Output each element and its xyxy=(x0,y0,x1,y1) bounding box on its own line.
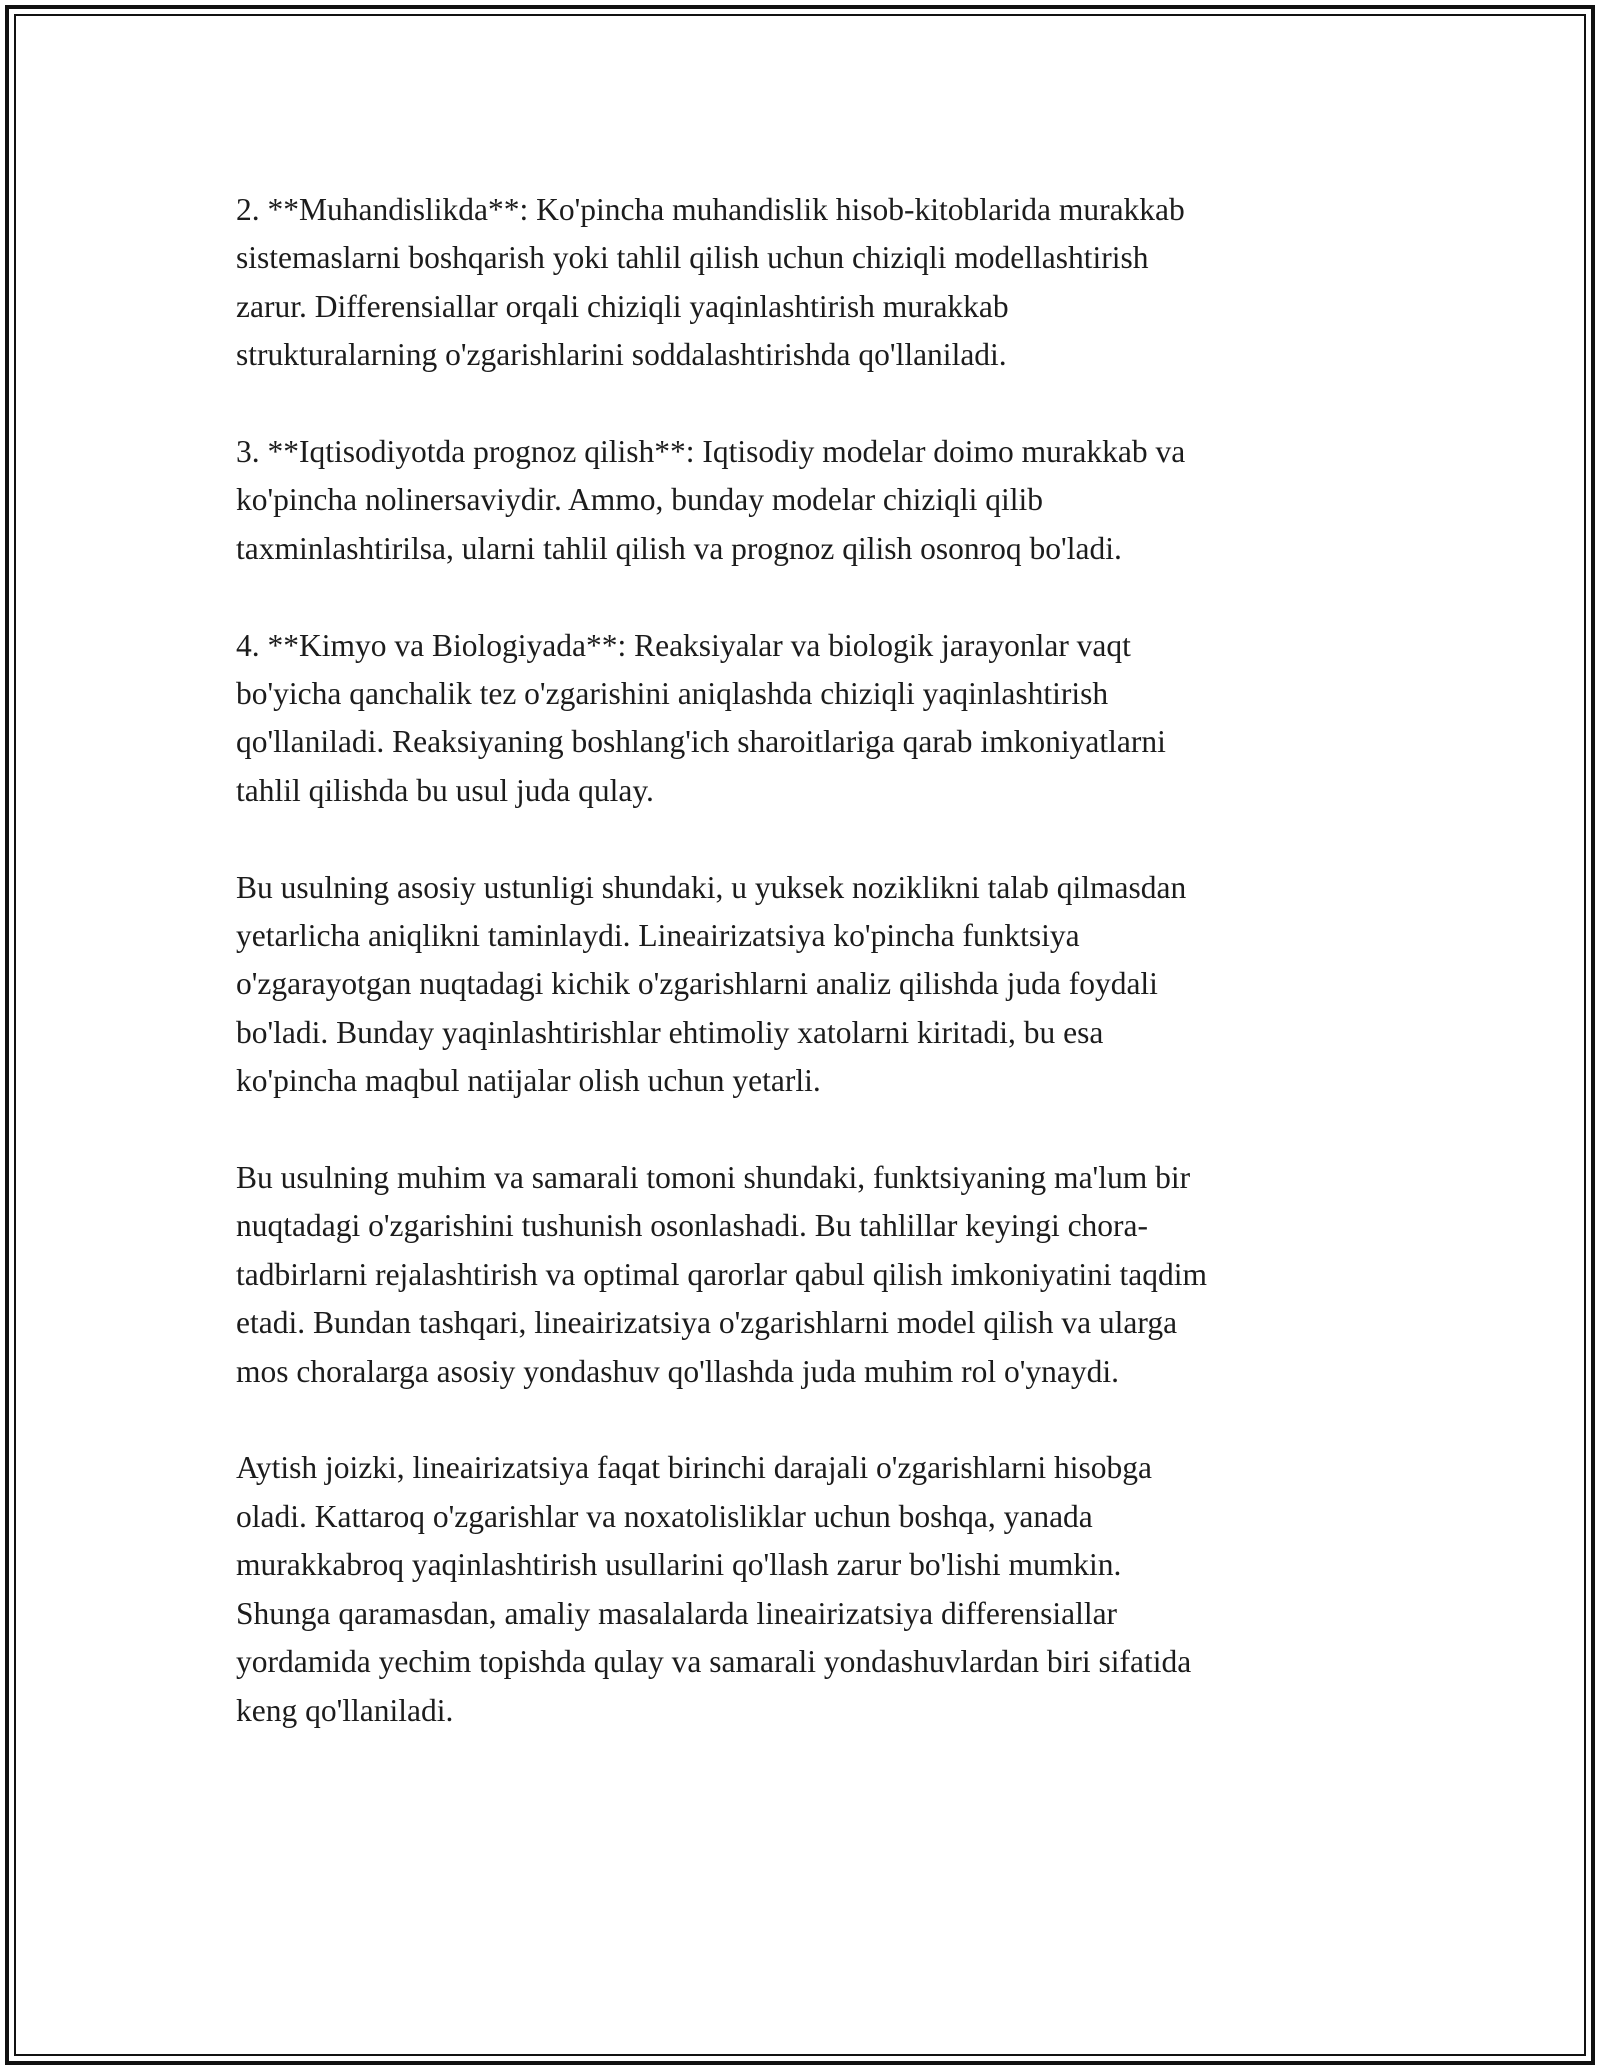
text-line: strukturalarning o'zgarishlarini soddalashtirishda qo'llaniladi. xyxy=(236,337,1007,373)
text-line: mos choralarga asosiy yondashuv qo'llashda juda muhim rol o'ynaydi. xyxy=(236,1353,1119,1389)
paragraph-conclusion xyxy=(236,1444,1386,1734)
text-line: oladi. Kattaroq o'zgarishlar va noxatolisliklar uchun boshqa, yanada xyxy=(236,1498,1093,1534)
text-line: bo'yicha qanchalik tez o'zgarishini aniqlashda chiziqli yaqinlashtirish xyxy=(236,676,1109,712)
text-line: sistemaslarni boshqarish yoki tahlil qilish uchun chiziqli modellashtirish xyxy=(236,240,1149,276)
paragraph-advantage xyxy=(236,864,1386,1106)
text-line: tadbirlarni rejalashtirish va optimal qarorlar qabul qilish imkoniyatini taqdim xyxy=(236,1256,1208,1292)
paragraph-importance xyxy=(236,1154,1386,1396)
text-line: zarur. Differensiallar orqali chiziqli yaqinlashtirish murakkab xyxy=(236,288,1009,324)
text-line: ko'pincha nolinersaviydir. Ammo, bunday modelar chiziqli qilib xyxy=(236,482,1044,518)
text-line: Aytish joizki, lineairizatsiya faqat birinchi darajali o'zgarishlarni hisobga xyxy=(236,1450,1152,1486)
text-line: ko'pincha maqbul natijalar olish uchun yetarli. xyxy=(236,1063,821,1099)
text-line: taxminlashtirilsa, ularni tahlil qilish va prognoz qilish osonroq bo'ladi. xyxy=(236,530,1122,566)
text-line: keng qo'llaniladi. xyxy=(236,1692,454,1728)
paragraph-engineering xyxy=(236,186,1386,380)
text-line: tahlil qilishda bu usul juda qulay. xyxy=(236,772,654,808)
text-line: o'zgarayotgan nuqtadagi kichik o'zgarishlarni analiz qilishda juda foydali xyxy=(236,966,1158,1002)
text-line: etadi. Bundan tashqari, lineairizatsiya o'zgarishlarni model qilish va ularga xyxy=(236,1305,1178,1341)
text-line: 3. **Iqtisodiyotda prognoz qilish**: Iqtisodiy modelar doimo murakkab va xyxy=(236,434,1186,470)
paragraph-chemistry-biology xyxy=(236,622,1386,816)
text-line: Shunga qaramasdan, amaliy masalalarda lineairizatsiya differensiallar xyxy=(236,1595,1118,1631)
text-line: 4. **Kimyo va Biologiyada**: Reaksiyalar va biologik jarayonlar vaqt xyxy=(236,627,1131,663)
text-line: murakkabroq yaqinlashtirish usullarini qo'llash zarur bo'lishi mumkin. xyxy=(236,1547,1122,1583)
paragraph-economics xyxy=(236,428,1386,573)
text-line: bo'ladi. Bunday yaqinlashtirishlar ehtimoliy xatolarni kiritadi, bu esa xyxy=(236,1014,1104,1050)
text-line: yetarlicha aniqlikni taminlaydi. Lineairizatsiya ko'pincha funktsiya xyxy=(236,918,1080,954)
text-line: Bu usulning asosiy ustunligi shundaki, u yuksek noziklikni talab qilmasdan xyxy=(236,869,1187,905)
text-line: nuqtadagi o'zgarishini tushunish osonlashadi. Bu tahlillar keyingi chora- xyxy=(236,1208,1149,1244)
text-line: 2. **Muhandislikda**: Ko'pincha muhandislik hisob-kitoblarida murakkab xyxy=(236,192,1185,227)
text-line: Bu usulning muhim va samarali tomoni shundaki, funktsiyaning ma'lum bir xyxy=(236,1160,1191,1196)
document-body xyxy=(236,186,1386,1783)
text-line: qo'llaniladi. Reaksiyaning boshlang'ich sharoitlariga qarab imkoniyatlarni xyxy=(236,724,1166,760)
text-line: yordamida yechim topishda qulay va samarali yondashuvlardan biri sifatida xyxy=(236,1644,1192,1680)
